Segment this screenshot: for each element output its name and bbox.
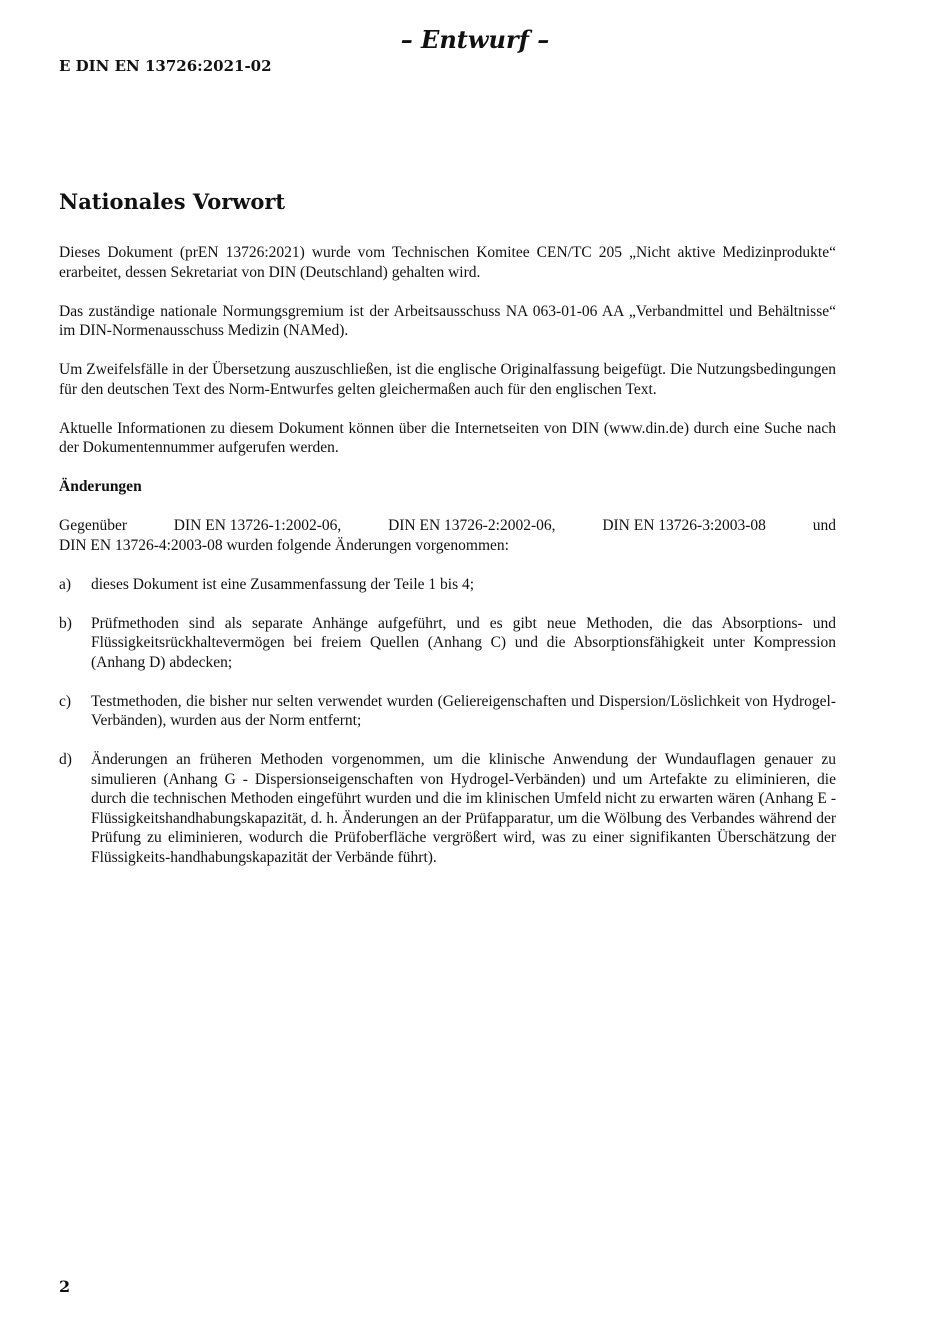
national-foreword-section xyxy=(59,187,836,887)
section-title: Nationales Vorwort xyxy=(59,189,286,214)
list-item xyxy=(59,614,836,673)
list-item-text: Änderungen an früheren Methoden vorgenommen, um die klinische Anwendung der Wundauflagen genauer zu simulieren (Anhang G - Dispersionseigenschaften von Hydrogel-Verbänden) und um Artefakte zu eliminieren, die durch die technischen Methoden eingeführt wurden und die im klinischen Umfeld nicht zu erwarten wären (Anhang E - Flüssigkeitshandhabungskapazität, d. h. Änderungen an der Prüfapparatur, um die Wölbung des Verbandes während der Prüfung zu eliminieren, wodurch die Prüfoberfläche vergrößert wird, was zu einer signifikanten Überschätzung der Flüssigkeits-handhabungskapazität der Verbände führt). xyxy=(91,751,836,866)
paragraph-committee: Dieses Dokument (prEN 13726:2021) wurde vom Technischen Komitee CEN/TC 205 „Nicht aktive Medizinprodukte“ erarbeitet, dessen Sekretariat von DIN (Deutschland) gehalten wird. xyxy=(59,244,836,281)
changes-intro-reference: DIN EN 13726-3:2003-08 xyxy=(602,517,766,534)
list-item xyxy=(59,692,836,731)
page-number: 2 xyxy=(59,1277,71,1296)
list-item xyxy=(59,575,836,595)
document-id: E DIN EN 13726:2021-02 xyxy=(59,57,272,75)
list-marker: d) xyxy=(59,751,72,768)
changes-intro-line-1 xyxy=(59,516,836,536)
paragraph-standards-body: Das zuständige nationale Normungsgremium ist der Arbeitsausschuss NA 063-01-06 AA „Verbandmittel und Behältnisse“ im DIN-Normenausschuss Medizin (NAMed). xyxy=(59,302,836,339)
list-marker: b) xyxy=(59,614,72,632)
changes-intro-reference: DIN EN 13726-1:2002-06, xyxy=(173,517,342,534)
changes-intro-word: Gegenüber xyxy=(59,517,127,534)
changes-intro-reference: DIN EN 13726-2:2002-06, xyxy=(388,517,556,534)
list-marker: a) xyxy=(59,575,72,593)
draft-label: – Entwurf – xyxy=(400,25,550,54)
changes-intro xyxy=(59,516,836,555)
changes-intro-word: und xyxy=(812,517,836,534)
paragraph-information: Aktuelle Informationen zu diesem Dokument können über die Internetseiten von DIN (www.din.de) durch eine Suche nach der Dokumentennummer aufgerufen werden. xyxy=(59,419,836,456)
paragraph-translation: Um Zweifelsfälle in der Übersetzung auszuschließen, ist die englische Originalfassung beigefügt. Die Nutzungsbedingungen für den deutschen Text des Norm-Entwurfes gelten gleichermaßen auch für den englischen Text. xyxy=(59,361,836,398)
list-item-text: Testmethoden, die bisher nur selten verwendet wurden (Geliereigenschaften und Dispersion/Löslichkeit von Hydrogel-Verbänden), wurden aus der Norm entfernt; xyxy=(91,692,836,729)
list-item-text: dieses Dokument ist eine Zusammenfassung der Teile 1 bis 4; xyxy=(91,575,475,593)
list-item xyxy=(59,750,836,867)
list-marker: c) xyxy=(59,692,72,710)
changes-heading: Änderungen xyxy=(59,478,142,495)
changes-intro-line-2: DIN EN 13726-4:2003-08 wurden folgende Änderungen vorgenommen: xyxy=(59,536,509,554)
list-item-text: Prüfmethoden sind als separate Anhänge aufgeführt, und es gibt neue Methoden, die das Absorptions- und Flüssigkeitsrückhaltevermögen bei freiem Quellen (Anhang C) und die Absorptionsfähigkeit unter Kompression (Anhang D) abdecken; xyxy=(91,614,836,671)
